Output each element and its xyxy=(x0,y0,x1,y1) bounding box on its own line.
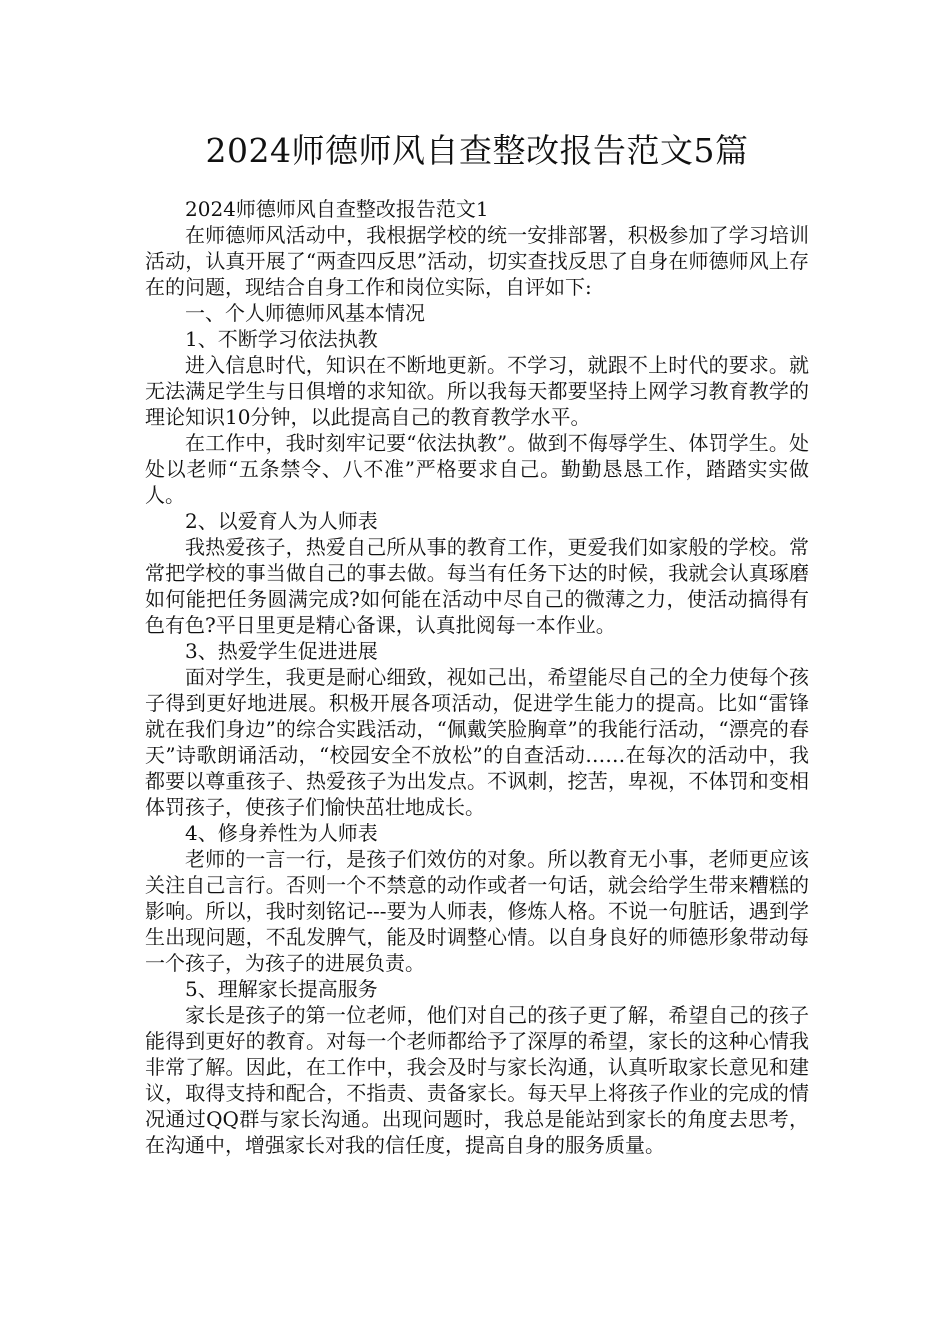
body-paragraph: 面对学生，我更是耐心细致，视如己出，希望能尽自己的全力使每个孩子得到更好地进展。积极开展各项活动，促进学生能力的提高。比如“雷锋就在我们身边”的综合实践活动，“佩戴笑脸胸章”的我能行活动，“漂亮的春天”诗歌朗诵活动，“校园安全不放松”的自查活动……在每次的活动中，我都要以尊重孩子、热爱孩子为出发点。不讽刺，挖苦，卑视，不体罚和变相体罚孩子，使孩子们愉快茁壮地成长。 xyxy=(145,665,809,819)
body-paragraph: 家长是孩子的第一位老师，他们对自己的孩子更了解，希望自己的孩子能得到更好的教育。对每一个老师都给予了深厚的希望，家长的这种心情我非常了解。因此，在工作中，我会及时与家长沟通，认真听取家长意见和建议，取得支持和配合，不指责、责备家长。每天早上将孩子作业的完成的情况通过QQ群与家长沟通。出现问题时，我总是能站到家长的角度去思考，在沟通中，增强家长对我的信任度，提高自身的服务质量。 xyxy=(145,1003,809,1157)
subsection-heading: 5、理解家长提高服务 xyxy=(185,977,378,1001)
document-title: 2024师德师风自查整改报告范文5篇 xyxy=(205,131,749,170)
subtitle-paragraph: 2024师德师风自查整改报告范文1 xyxy=(185,197,489,221)
document-body xyxy=(145,196,809,1158)
body-paragraph: 进入信息时代，知识在不断地更新。不学习，就跟不上时代的要求。就无法满足学生与日俱增的求知欲。所以我每天都要坚持上网学习教育教学的理论知识10分钟，以此提高自己的教育教学水平。 xyxy=(145,353,809,429)
subsection-heading: 1、不断学习依法执教 xyxy=(185,327,378,351)
intro-paragraph: 在师德师风活动中，我根据学校的统一安排部署，积极参加了学习培训活动，认真开展了“两查四反思”活动，切实查找反思了自身在师德师风上存在的问题，现结合自身工作和岗位实际，自评如下: xyxy=(145,223,809,299)
subsection-heading: 3、热爱学生促进进展 xyxy=(185,639,378,663)
subsection-heading: 4、修身养性为人师表 xyxy=(185,821,378,845)
section-heading: 一、个人师德师风基本情况 xyxy=(185,301,425,325)
body-paragraph: 我热爱孩子，热爱自己所从事的教育工作，更爱我们如家般的学校。常常把学校的事当做自己的事去做。每当有任务下达的时候，我就会认真琢磨如何能把任务圆满完成?如何能在活动中尽自己的微薄之力，使活动搞得有色有色?平日里更是精心备课，认真批阅每一本作业。 xyxy=(145,535,809,637)
body-paragraph: 老师的一言一行，是孩子们效仿的对象。所以教育无小事，老师更应该关注自己言行。否则一个不禁意的动作或者一句话，就会给学生带来糟糕的影响。所以，我时刻铭记---要为人师表，修炼人格。不说一句脏话，遇到学生出现问题，不乱发脾气，能及时调整心情。以自身良好的师德形象带动每一个孩子，为孩子的进展负责。 xyxy=(145,847,809,975)
body-paragraph: 在工作中，我时刻牢记要“依法执教”。做到不侮辱学生、体罚学生。处处以老师“五条禁令、八不准”严格要求自己。勤勤恳恳工作，踏踏实实做人。 xyxy=(145,431,809,507)
subsection-heading: 2、以爱育人为人师表 xyxy=(185,509,378,533)
document-page xyxy=(145,126,809,1158)
